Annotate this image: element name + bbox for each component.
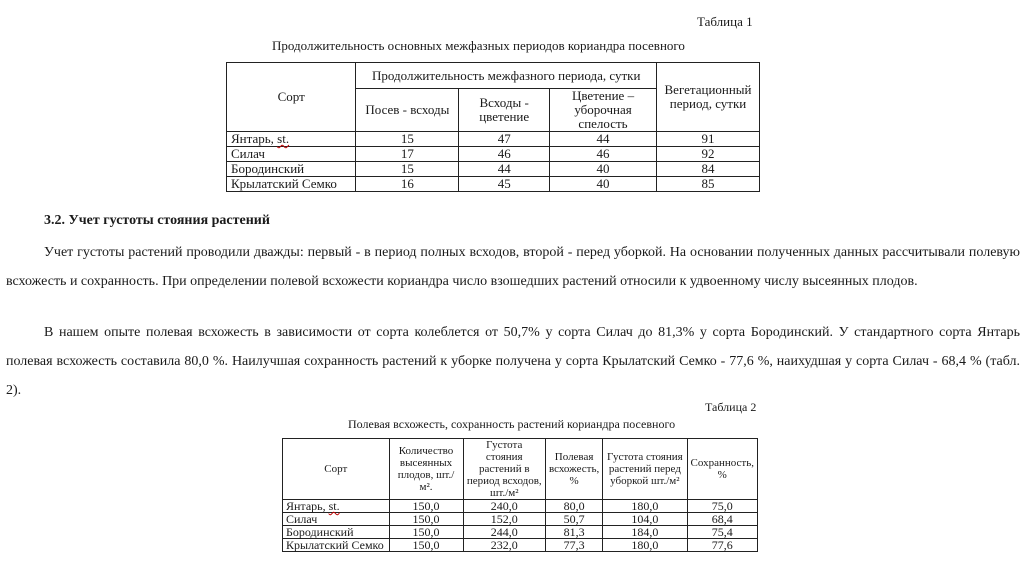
t1-header-sub: Цветение – уборочная спелость <box>550 89 657 132</box>
table-cell: 240,0 <box>463 500 545 513</box>
t1-header-period-group: Продолжительность межфазного периода, сутки <box>356 63 657 89</box>
table-cell: 45 <box>459 177 550 192</box>
table-cell: 16 <box>356 177 459 192</box>
table-cell: 180,0 <box>603 500 687 513</box>
table-cell: 40 <box>550 162 657 177</box>
t1-header-sub: Посев - всходы <box>356 89 459 132</box>
table-cell: 68,4 <box>687 513 757 526</box>
table-cell: 184,0 <box>603 526 687 539</box>
paragraph: В нашем опыте полевая всхожесть в зависимости от сорта колеблется от 50,7% у сорта Силач до 81,3% у сорта Бородинский. У стандартного сорта Янтарь полевая всхожесть составила 80,0 %. Наилучшая сохранность растений к уборке получена у сорта Крылатский Семко - 77,6 %, наихудшая у сорта Силач - 68,4 % (табл. 2). <box>6 325 1020 398</box>
table-cell: 85 <box>657 177 760 192</box>
table-cell: 50,7 <box>545 513 602 526</box>
paragraph: Учет густоты растений проводили дважды: первый - в период полных всходов, второй - перед уборкой. На основании полученных данных рассчитывали полевую всхожесть и сохранность. При определении полевой всхожести кориандра число взошедших растений относили к удвоенному числу высеянных плодов. <box>6 245 1020 289</box>
table-cell: 232,0 <box>463 539 545 552</box>
table-cell: 46 <box>550 147 657 162</box>
table-cell: 77,6 <box>687 539 757 552</box>
table-cell: 15 <box>356 162 459 177</box>
variety-name: Янтарь, st. <box>283 500 390 513</box>
table-cell: 17 <box>356 147 459 162</box>
variety-name: Силач <box>283 513 390 526</box>
table-cell: 15 <box>356 132 459 147</box>
table-cell: 47 <box>459 132 550 147</box>
table-row <box>227 177 760 192</box>
t2-header: Густота стояния растений перед уборкой шт./м² <box>603 439 687 500</box>
table-cell: 150,0 <box>389 526 463 539</box>
table-cell: 75,0 <box>687 500 757 513</box>
variety-name: Бородинский <box>283 526 390 539</box>
table-row <box>227 162 760 177</box>
table-cell: 180,0 <box>603 539 687 552</box>
table-cell: 84 <box>657 162 760 177</box>
table-row <box>227 147 760 162</box>
table-cell: 77,3 <box>545 539 602 552</box>
table-cell: 44 <box>550 132 657 147</box>
table-row <box>283 539 758 552</box>
variety-name: Янтарь, st. <box>227 132 356 147</box>
table-row <box>283 513 758 526</box>
table1-caption: Продолжительность основных межфазных периодов кориандра посевного <box>272 38 685 53</box>
table-cell: 91 <box>657 132 760 147</box>
variety-name: Силач <box>227 147 356 162</box>
t1-header-vegetation: Вегетационный период, сутки <box>657 63 760 132</box>
table-row <box>283 500 758 513</box>
table-cell: 44 <box>459 162 550 177</box>
table2-caption: Полевая всхожесть, сохранность растений кориандра посевного <box>348 417 676 431</box>
variety-name: Крылатский Семко <box>227 177 356 192</box>
table1 <box>226 62 760 192</box>
t2-header: Густота стояния растений в период всходов, шт./м² <box>463 439 545 500</box>
table-cell: 244,0 <box>463 526 545 539</box>
table-cell: 104,0 <box>603 513 687 526</box>
t2-header: Количество высеянных плодов, шт./м². <box>389 439 463 500</box>
table2-label: Таблица 2 <box>705 400 757 414</box>
variety-name: Бородинский <box>227 162 356 177</box>
table-cell: 46 <box>459 147 550 162</box>
table2 <box>282 438 758 552</box>
table-cell: 81,3 <box>545 526 602 539</box>
section-heading: 3.2. Учет густоты стояния растений <box>44 213 270 228</box>
t2-header: Полевая всхожесть, % <box>545 439 602 500</box>
t2-header: Сохранность, % <box>687 439 757 500</box>
table-cell: 150,0 <box>389 500 463 513</box>
t1-header-sub: Всходы - цветение <box>459 89 550 132</box>
table-cell: 75,4 <box>687 526 757 539</box>
variety-name: Крылатский Семко <box>283 539 390 552</box>
table1-label: Таблица 1 <box>697 14 753 29</box>
t1-header-variety: Сорт <box>227 63 356 132</box>
table-cell: 150,0 <box>389 539 463 552</box>
table-cell: 40 <box>550 177 657 192</box>
table-cell: 150,0 <box>389 513 463 526</box>
table-cell: 152,0 <box>463 513 545 526</box>
t2-header: Сорт <box>283 439 390 500</box>
table-row <box>283 526 758 539</box>
table-cell: 92 <box>657 147 760 162</box>
table-cell: 80,0 <box>545 500 602 513</box>
table-row <box>227 132 760 147</box>
